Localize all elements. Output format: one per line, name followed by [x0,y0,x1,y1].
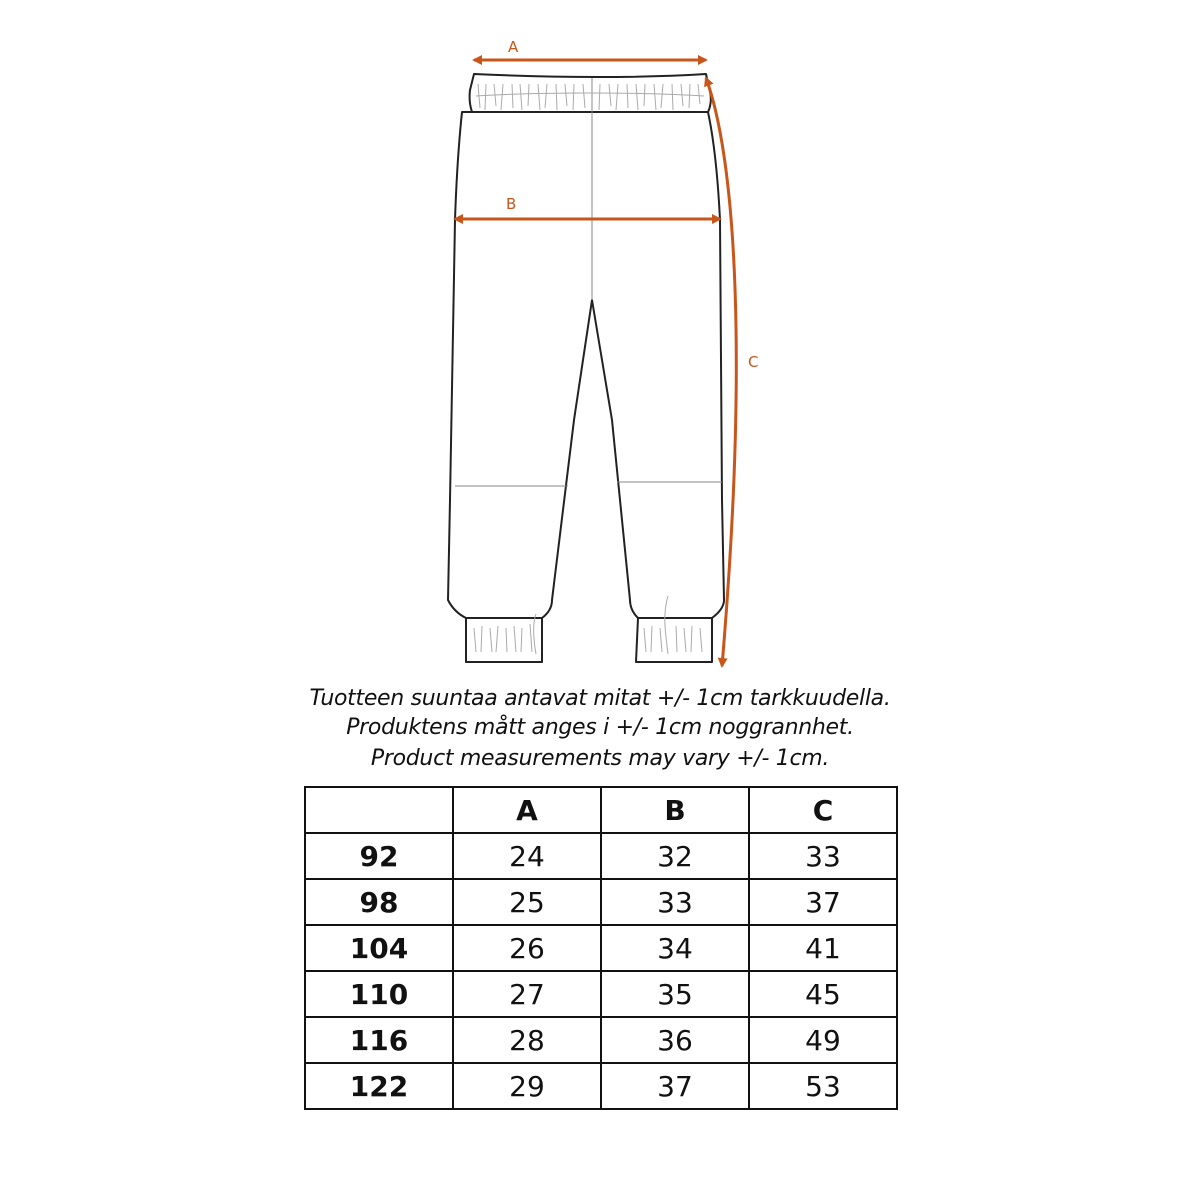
waistband-gathers [476,84,704,110]
table-cell: 33 [749,833,897,879]
table-cell: 37 [749,879,897,925]
table-row [305,879,897,925]
table-header-row [305,787,897,833]
table-cell: 36 [601,1017,749,1063]
size-cell: 104 [305,925,453,971]
table-cell: 45 [749,971,897,1017]
table-cell: 49 [749,1017,897,1063]
column-header [305,787,453,833]
table-cell: 26 [453,925,601,971]
measurement-b-label: B [506,195,517,213]
table-row [305,1063,897,1109]
table-row [305,833,897,879]
pants-seams [455,78,722,486]
size-cell: 110 [305,971,453,1017]
table-cell: 41 [749,925,897,971]
note-finnish: Tuotteen suuntaa antavat mitat +/- 1cm tarkkuudella. [309,686,891,711]
table-row [305,925,897,971]
table-row [305,971,897,1017]
table-cell: 37 [601,1063,749,1109]
measurement-a-label: A [508,38,519,56]
size-table [304,786,898,1110]
table-cell: 34 [601,925,749,971]
column-header: C [749,787,897,833]
note-swedish: Produktens mått anges i +/- 1cm noggrannhet. [346,715,854,740]
measurement-c-label: C [748,353,759,371]
table-row [305,1017,897,1063]
table-cell: 29 [453,1063,601,1109]
size-cell: 116 [305,1017,453,1063]
cuff-gathers [474,596,702,654]
size-cell: 122 [305,1063,453,1109]
table-cell: 33 [601,879,749,925]
size-cell: 98 [305,879,453,925]
table-cell: 53 [749,1063,897,1109]
column-header: A [453,787,601,833]
table-cell: 32 [601,833,749,879]
table-cell: 24 [453,833,601,879]
table-cell: 27 [453,971,601,1017]
size-cell: 92 [305,833,453,879]
table-cell: 35 [601,971,749,1017]
note-english: Product measurements may vary +/- 1cm. [370,746,830,771]
table-cell: 28 [453,1017,601,1063]
pants-outline [448,74,724,662]
column-header: B [601,787,749,833]
table-cell: 25 [453,879,601,925]
